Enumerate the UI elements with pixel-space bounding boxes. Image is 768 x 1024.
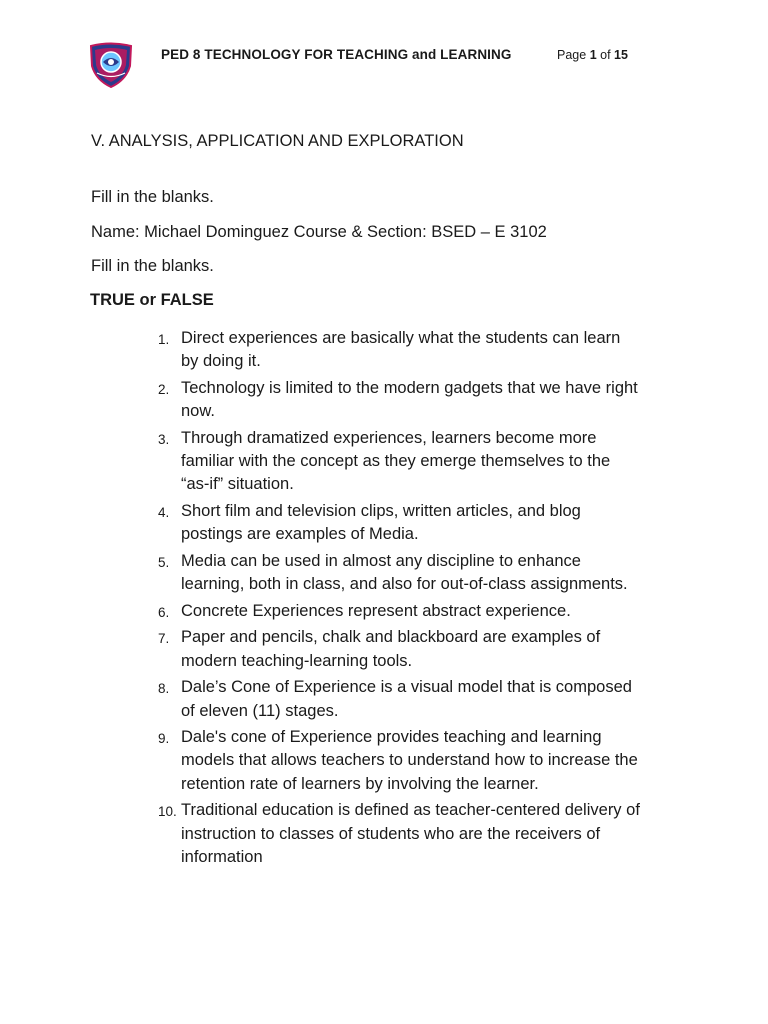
item-number: 4. <box>158 504 170 520</box>
page-indicator <box>557 48 628 62</box>
page-header <box>88 40 708 90</box>
item-text: postings are examples of Media. <box>181 525 419 544</box>
item-text: Short film and television clips, written articles, and blog <box>181 501 581 520</box>
item-text: modern teaching-learning tools. <box>181 651 413 670</box>
list-item <box>158 726 678 796</box>
item-text: familiar with the concept as they emerge themselves to the <box>181 452 611 471</box>
list-item <box>158 626 678 673</box>
item-number: 9. <box>158 731 170 747</box>
item-number: 10. <box>158 804 177 820</box>
school-crest-icon <box>88 40 134 88</box>
instruction-fill-blanks-repeat: Fill in the blanks. <box>91 257 214 275</box>
item-number: 6. <box>158 604 170 620</box>
item-text: models that allows teachers to understand how to increase the <box>181 751 638 770</box>
list-item <box>158 676 678 723</box>
item-text: of eleven (11) stages. <box>181 701 339 720</box>
instruction-fill-blanks: Fill in the blanks. <box>91 188 214 206</box>
list-item <box>158 500 678 547</box>
item-text: Dale's cone of Experience provides teaching and learning <box>181 728 602 747</box>
item-number: 1. <box>158 332 170 347</box>
item-text: Direct experiences are basically what the students can learn <box>181 329 621 347</box>
list-item <box>158 427 678 497</box>
name-course-line: Name: Michael Dominguez Course & Section: BSED – E 3102 <box>91 223 547 241</box>
item-text: instruction to classes of students who are the receivers of <box>181 824 601 843</box>
item-text: retention rate of learners by involving the learner. <box>181 774 539 793</box>
list-item <box>158 377 678 424</box>
list-item <box>158 550 678 597</box>
document-title: PED 8 TECHNOLOGY FOR TEACHING and LEARNING <box>161 47 512 62</box>
list-item <box>158 600 678 623</box>
question-list <box>158 327 678 873</box>
item-text: Traditional education is defined as teacher-centered delivery of <box>181 801 640 820</box>
item-text: by doing it. <box>181 352 261 371</box>
item-text: Through dramatized experiences, learners become more <box>181 428 597 447</box>
page-current: 1 <box>589 48 597 62</box>
item-text: Concrete Experiences represent abstract experience. <box>181 601 571 620</box>
item-text: “as-if” situation. <box>181 475 294 494</box>
item-text: learning, both in class, and also for out-of-class assignments. <box>181 575 628 594</box>
page-word: Page <box>557 48 587 62</box>
item-number: 7. <box>158 631 170 647</box>
page-total: 15 <box>614 48 628 62</box>
item-number: 3. <box>158 431 170 447</box>
item-text: Media can be used in almost any discipline to enhance <box>181 551 581 570</box>
item-number: 5. <box>158 554 170 570</box>
item-text: Technology is limited to the modern gadgets that we have right <box>181 378 638 397</box>
item-number: 8. <box>158 681 170 697</box>
list-item <box>158 799 678 869</box>
section-heading: V. ANALYSIS, APPLICATION AND EXPLORATION <box>91 132 464 150</box>
item-text: Paper and pencils, chalk and blackboard are examples of <box>181 628 601 647</box>
page-of-word: of <box>600 48 611 62</box>
true-or-false-heading: TRUE or FALSE <box>90 291 214 309</box>
item-text: now. <box>181 402 215 421</box>
item-text: Dale’s Cone of Experience is a visual model that is composed <box>181 678 632 697</box>
item-number: 2. <box>158 381 170 397</box>
item-text: information <box>181 847 263 866</box>
list-item <box>158 327 678 374</box>
